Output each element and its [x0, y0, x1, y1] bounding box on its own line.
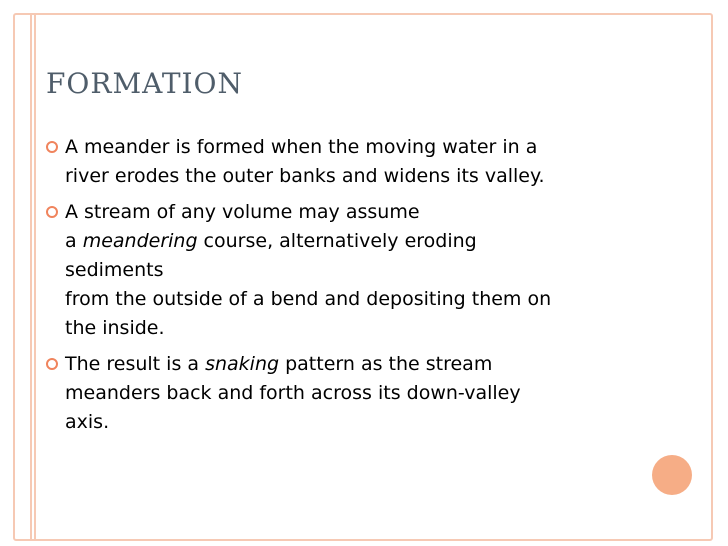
- bullet-item-3: [40, 350, 640, 437]
- bullet-line: meanders back and forth across its down-valley: [65, 382, 521, 404]
- bullet-list: [40, 133, 640, 444]
- bullet-line-emphasis: [65, 350, 640, 379]
- line-prefix: The result is a: [65, 353, 206, 375]
- bullet-line: from the outside of a bend and depositing them on: [65, 288, 552, 310]
- bullet-item-2: [40, 198, 640, 343]
- line-suffix: course, alternatively eroding: [197, 230, 477, 252]
- bullet-line-emphasis: [65, 227, 640, 256]
- bullet-line: axis.: [65, 411, 110, 433]
- bullet-line: A stream of any volume may assume: [65, 201, 420, 223]
- bullet-circle-icon: [46, 358, 58, 370]
- bullet-line: sediments: [65, 259, 164, 281]
- emphasis-term: meandering: [82, 230, 198, 252]
- bullet-line: river erodes the outer banks and widens its valley.: [65, 165, 545, 187]
- line-suffix: pattern as the stream: [279, 353, 493, 375]
- bullet-line: the inside.: [65, 317, 165, 339]
- line-prefix: a: [65, 230, 83, 252]
- bullet-circle-icon: [46, 141, 58, 153]
- left-rule-inner: [34, 13, 36, 541]
- emphasis-term: snaking: [205, 353, 280, 375]
- page-dot-decoration: [652, 455, 692, 495]
- left-rule-outer: [30, 13, 32, 541]
- bullet-item-1: [40, 133, 640, 191]
- slide-title: FORMATION: [46, 67, 244, 100]
- bullet-line: A meander is formed when the moving water in a: [65, 136, 538, 158]
- bullet-circle-icon: [46, 206, 58, 218]
